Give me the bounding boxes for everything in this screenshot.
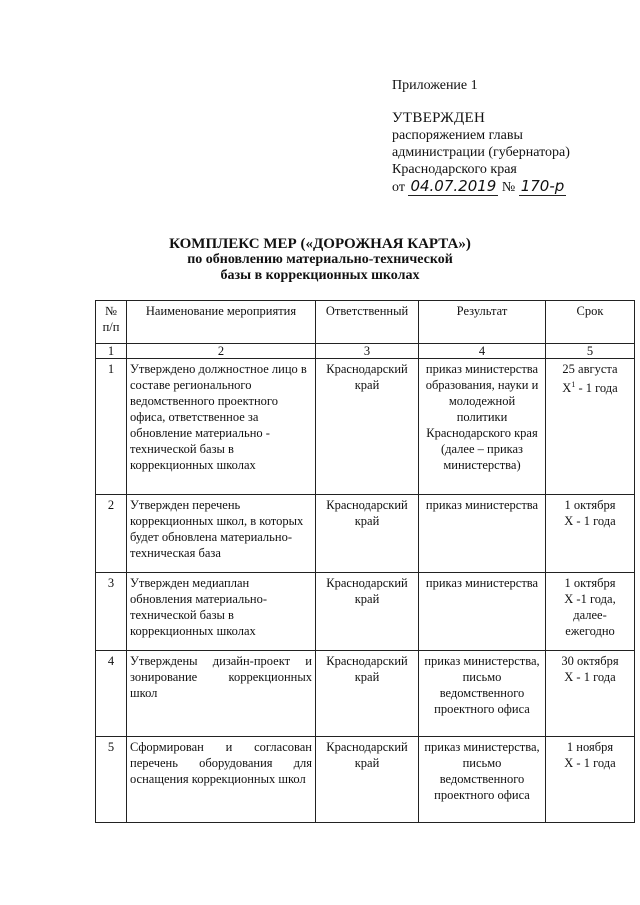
- term-year: $X^1 - 1$ года: [562, 380, 618, 396]
- approval-line-2: администрации (губернатора): [392, 145, 570, 160]
- row-responsible: Краснодарский край: [316, 495, 419, 573]
- row-number: 5: [96, 737, 127, 823]
- row-number: 4: [96, 651, 127, 737]
- header-result: Результат: [419, 301, 546, 344]
- term-year: X - 1 года: [564, 670, 616, 684]
- from-label: от: [392, 180, 405, 195]
- row-number: 3: [96, 573, 127, 651]
- table-row: [96, 495, 635, 573]
- row-responsible: Краснодарский край: [316, 651, 419, 737]
- approval-line-3: Краснодарского края: [392, 162, 517, 177]
- number-sign: №: [501, 180, 516, 195]
- approval-block: [392, 110, 570, 196]
- table-header-row: [96, 301, 635, 344]
- row-name: Утверждено должностное лицо в составе регионального ведомственного проектного офиса, ответственное за обновление материально - технической базы в коррекционных школах: [127, 359, 316, 495]
- approved-label: УТВЕРЖДЕН: [392, 110, 486, 126]
- row-name: Утвержден медиаплан обновления материально-технической базы в коррекционных школах: [127, 573, 316, 651]
- row-result: приказ министерства, письмо ведомственного проектного офиса: [419, 651, 546, 737]
- term-date: 1 ноября: [566, 740, 614, 754]
- title-main: КОМПЛЕКС МЕР («ДОРОЖНАЯ КАРТА»): [169, 236, 471, 252]
- table-row: [96, 359, 635, 495]
- title-line-3: базы в коррекционных школах: [220, 268, 420, 283]
- header-responsible: Ответственный: [316, 301, 419, 344]
- term-year: X -1 года, далее-ежегодно: [564, 592, 616, 638]
- table-row: [96, 651, 635, 737]
- row-term: [546, 359, 635, 495]
- col-num-5: 5: [546, 344, 635, 359]
- header-term: Срок: [546, 301, 635, 344]
- row-result: приказ министерства: [419, 495, 546, 573]
- row-name: Сформирован и согласован перечень оборудования для оснащения коррекционных школ: [127, 737, 316, 823]
- column-number-row: [96, 344, 635, 359]
- col-num-1: 1: [96, 344, 127, 359]
- row-name: Утверждены дизайн-проект и зонирование коррекционных школ: [127, 651, 316, 737]
- term-date: 30 октября: [561, 654, 619, 668]
- row-result: приказ министерства: [419, 573, 546, 651]
- term-date: 1 октября: [564, 498, 616, 512]
- col-num-3: 3: [316, 344, 419, 359]
- roadmap-table: [95, 300, 635, 823]
- row-number: 2: [96, 495, 127, 573]
- title-line-2: по обновлению материально-технической: [187, 252, 453, 267]
- col-num-4: 4: [419, 344, 546, 359]
- col-num-2: 2: [127, 344, 316, 359]
- row-responsible: Краснодарский край: [316, 573, 419, 651]
- row-result: приказ министерства образования, науки и молодежной политики Краснодарского края (далее – приказ министерства): [419, 359, 546, 495]
- row-result: приказ министерства, письмо ведомственного проектного офиса: [419, 737, 546, 823]
- table-row: [96, 573, 635, 651]
- row-term: [546, 651, 635, 737]
- term-date: 25 августа: [562, 362, 618, 376]
- term-date: 1 октября: [564, 576, 616, 590]
- term-year: X - 1 года: [564, 514, 616, 528]
- row-term: [546, 737, 635, 823]
- approval-line-1: распоряжением главы: [392, 128, 523, 143]
- row-name: Утвержден перечень коррекционных школ, в которых будет обновлена материально-техническая база: [127, 495, 316, 573]
- row-responsible: Краснодарский край: [316, 737, 419, 823]
- appendix-label: Приложение 1: [392, 78, 478, 93]
- header-name: Наименование мероприятия: [127, 301, 316, 344]
- row-number: 1: [96, 359, 127, 495]
- table-row: [96, 737, 635, 823]
- row-term: [546, 495, 635, 573]
- order-line: [392, 178, 570, 196]
- row-term: [546, 573, 635, 651]
- header-number: № п/п: [96, 301, 127, 344]
- row-responsible: Краснодарский край: [316, 359, 419, 495]
- document-title: [0, 236, 640, 284]
- term-year: X - 1 года: [564, 756, 616, 770]
- order-date: 04.07.2019: [410, 177, 497, 195]
- order-number: 170-р: [520, 177, 565, 195]
